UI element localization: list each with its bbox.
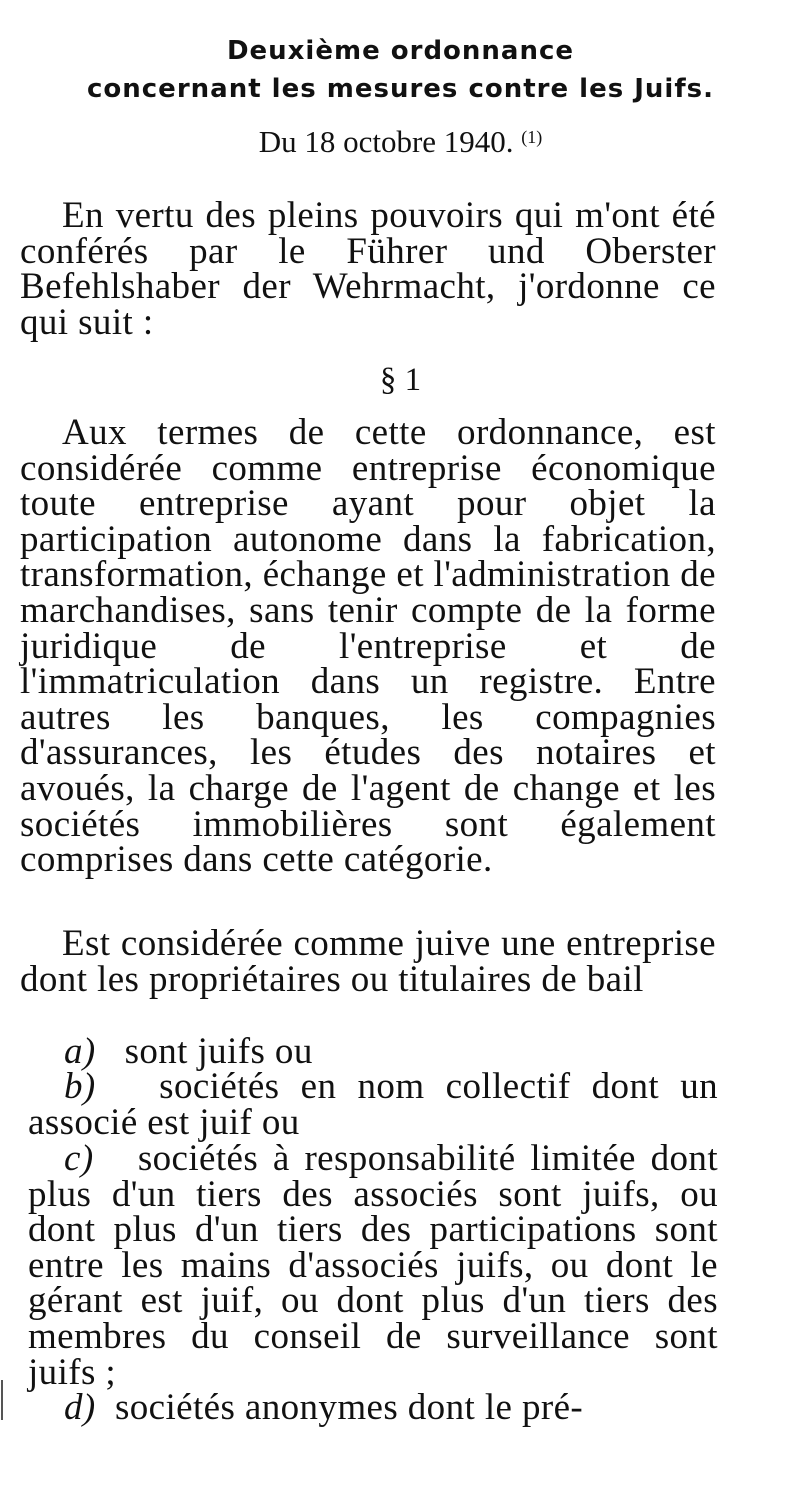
paragraph-definition-juive: Est considérée comme juive une entreprise dont les propriétaires ou titulaires de bail: [20, 923, 716, 1000]
list-item-text: sociétés en nom collectif dont un associé est juif ou: [28, 1066, 719, 1143]
list-item-text: sont juifs ou: [124, 1031, 313, 1072]
preamble-paragraph: En vertu des pleins pouvoirs qui m'ont été conférés par le Führer und Oberster Befehlshaber der Wehrmacht, j'ordonne ce qui suit :: [20, 195, 716, 343]
footnote-marker: (1): [521, 127, 543, 147]
document-title-line-2: concernant les mesures contre les Juifs.: [86, 74, 715, 104]
section-heading: § 1: [379, 362, 422, 398]
list-marker: d): [64, 1387, 96, 1428]
list-marker: a): [64, 1031, 96, 1072]
list-item-a: [64, 1031, 718, 1072]
list-item-text: sociétés à responsabilité limitée dont plus d'un tiers des associés sont juifs, ou dont plus d'un tiers des participations sont entre les mains d'associés juifs, ou dont le gérant est juif, ou dont plus d'un tiers des membres du conseil de surveillance sont juifs ;: [28, 1138, 718, 1393]
list-item-text: sociétés anonymes dont le pré-: [114, 1387, 584, 1428]
list-item-d: [28, 1387, 718, 1428]
document-title-line-1: Deuxième ordonnance: [226, 36, 575, 66]
list-marker: b): [64, 1066, 96, 1107]
list-marker: c): [64, 1138, 94, 1179]
scan-edge-mark: [1, 1380, 3, 1420]
date-text: Du 18 octobre 1940.: [258, 124, 514, 159]
list-item-c: [28, 1138, 718, 1393]
paragraph-definition-entreprise: Aux termes de cette ordonnance, est considérée comme entreprise économique toute entreprise ayant pour objet la participation autonome dans la fabrication, transformation, échange et l'administration de marchandises, sans tenir compte de la forme juridique de l'entreprise et de l'immatriculation dans un registre. Entre autres les banques, les compagnies d'assurances, les études des notaires et avoués, la charge de l'agent de change et les sociétés immobilières sont également comprises dans cette catégorie.: [20, 412, 716, 881]
document-date: [0, 124, 801, 160]
list-item-b: [28, 1066, 719, 1143]
